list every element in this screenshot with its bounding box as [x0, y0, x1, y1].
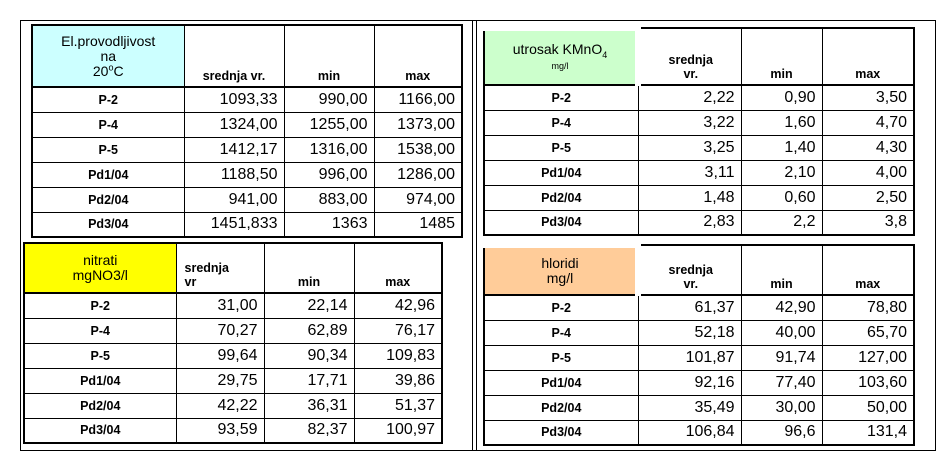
max-value: 2,50	[822, 185, 914, 210]
table-row	[484, 295, 914, 320]
max-value: 1373,00	[374, 112, 462, 137]
table-row	[24, 293, 442, 318]
row-label: Pd3/04	[80, 423, 121, 438]
row-label: Pd2/04	[484, 395, 638, 420]
avg-value: 1093,33	[184, 87, 284, 112]
row-label: P-5	[484, 345, 638, 370]
min-value: 77,40	[741, 370, 822, 395]
frame-right-line	[935, 20, 936, 451]
max-value: 42,96	[354, 293, 442, 318]
table-row	[24, 368, 442, 393]
kmno4-header-avg: srednja vr.	[638, 28, 741, 85]
nitrate-header-max: max	[354, 243, 442, 293]
table-row	[484, 420, 914, 445]
max-value: 4,70	[822, 110, 914, 135]
max-value: 1485	[374, 212, 462, 237]
avg-value: 92,16	[638, 370, 741, 395]
max-value: 109,83	[354, 343, 442, 368]
avg-value: 35,49	[638, 395, 741, 420]
row-label: P-4	[484, 110, 638, 135]
min-value: 90,34	[264, 343, 354, 368]
frame-top-line	[20, 20, 936, 21]
conductivity-title-line3: 20$^o$C	[92, 61, 124, 79]
min-value: 82,37	[264, 418, 354, 443]
table-row	[24, 318, 442, 343]
conductivity-header-max: max	[374, 25, 462, 87]
min-value: 22,14	[264, 293, 354, 318]
table-row	[484, 110, 914, 135]
avg-value: 2,22	[638, 85, 741, 110]
min-value: 36,31	[264, 393, 354, 418]
row-label: P-4	[32, 112, 184, 137]
chloride-title-line1: hloridi	[541, 255, 579, 271]
avg-value: 106,84	[638, 420, 741, 445]
max-value: 1538,00	[374, 137, 462, 162]
conductivity-title-cell	[32, 25, 184, 87]
kmno4-header-min: min	[741, 28, 822, 85]
min-value: 1,40	[741, 135, 822, 160]
row-label: Pd2/04	[24, 393, 176, 418]
min-value: 2,2	[741, 210, 822, 235]
avg-value: 93,59	[176, 418, 264, 443]
avg-value: 3,22	[638, 110, 741, 135]
row-label: P-2	[32, 87, 184, 112]
min-value: 17,71	[264, 368, 354, 393]
row-label: Pd3/04	[88, 217, 129, 232]
frame-left-line	[20, 20, 21, 451]
min-value: 2,10	[741, 160, 822, 185]
chloride-header-max: max	[822, 245, 914, 295]
row-label: P-5	[24, 343, 176, 368]
chloride-title-line2: mg/l	[546, 270, 574, 286]
row-label: Pd1/04	[32, 162, 184, 187]
max-value: 3,50	[822, 85, 914, 110]
table-row	[484, 185, 914, 210]
row-label: Pd1/04	[24, 368, 176, 393]
avg-value: 52,18	[638, 320, 741, 345]
max-value: 65,70	[822, 320, 914, 345]
table-row	[484, 345, 914, 370]
avg-value: 1451,833	[184, 212, 284, 237]
row-label: P-2	[484, 85, 638, 110]
max-value: 974,00	[374, 187, 462, 212]
min-value: 0,60	[741, 185, 822, 210]
kmno4-title-cell	[484, 28, 638, 85]
row-label: Pd2/04	[484, 185, 638, 210]
conductivity-table	[31, 24, 463, 238]
table-row	[24, 393, 442, 418]
max-value: 1286,00	[374, 162, 462, 187]
max-value: 1166,00	[374, 87, 462, 112]
table-row	[24, 343, 442, 368]
nitrate-table	[23, 242, 443, 444]
nitrate-header-avg: srednja vr	[176, 243, 264, 293]
row-label: P-2	[484, 295, 638, 320]
conductivity-title-line2: na	[100, 47, 117, 64]
table-row	[24, 418, 442, 443]
min-value: 996,00	[284, 162, 374, 187]
kmno4-header-max: max	[822, 28, 914, 85]
table-row	[32, 187, 462, 212]
row-label: Pd3/04	[541, 425, 582, 440]
table-row	[32, 87, 462, 112]
avg-value: 61,37	[638, 295, 741, 320]
max-value: 76,17	[354, 318, 442, 343]
max-value: 51,37	[354, 393, 442, 418]
max-value: 131,4	[822, 420, 914, 445]
frame-center-line-a	[472, 20, 473, 451]
table-row	[484, 85, 914, 110]
row-label: Pd2/04	[32, 187, 184, 212]
max-value: 78,80	[822, 295, 914, 320]
row-label: P-4	[24, 318, 176, 343]
table-row	[484, 370, 914, 395]
min-value: 990,00	[284, 87, 374, 112]
frame-center-line-b	[476, 20, 477, 451]
table-row	[484, 160, 914, 185]
min-value: 883,00	[284, 187, 374, 212]
table-row	[32, 137, 462, 162]
table-row	[484, 395, 914, 420]
min-value: 1,60	[741, 110, 822, 135]
avg-value: 1,48	[638, 185, 741, 210]
avg-value: 99,64	[176, 343, 264, 368]
avg-value: 31,00	[176, 293, 264, 318]
conductivity-header-min: min	[284, 25, 374, 87]
avg-value: 1324,00	[184, 112, 284, 137]
chloride-header-min: min	[741, 245, 822, 295]
min-value: 30,00	[741, 395, 822, 420]
max-value: 3,8	[822, 210, 914, 235]
avg-value: 70,27	[176, 318, 264, 343]
max-value: 50,00	[822, 395, 914, 420]
min-value: 40,00	[741, 320, 822, 345]
table-row	[484, 135, 914, 160]
avg-value: 3,11	[638, 160, 741, 185]
nitrate-header-min: min	[264, 243, 354, 293]
table-row	[32, 112, 462, 137]
avg-value: 2,83	[638, 210, 741, 235]
min-value: 0,90	[741, 85, 822, 110]
avg-value: 101,87	[638, 345, 741, 370]
kmno4-table	[483, 25, 915, 236]
conductivity-title-line1: El.provodljivost	[61, 32, 156, 49]
nitrate-title-line2: mgNO3/l	[72, 267, 128, 283]
min-value: 1363	[284, 212, 374, 237]
avg-value: 1188,50	[184, 162, 284, 187]
row-label: P-4	[484, 320, 638, 345]
conductivity-header-avg: srednja vr.	[184, 25, 284, 87]
max-value: 103,60	[822, 370, 914, 395]
table-row	[484, 210, 914, 235]
row-label: Pd1/04	[484, 160, 638, 185]
row-label: P-2	[24, 293, 176, 318]
kmno4-title-unit: mg/l	[551, 60, 569, 71]
min-value: 62,89	[264, 318, 354, 343]
chloride-header-avg: srednja vr.	[638, 245, 741, 295]
min-value: 96,6	[741, 420, 822, 445]
max-value: 4,30	[822, 135, 914, 160]
table-row	[32, 212, 462, 237]
row-label: P-5	[32, 137, 184, 162]
avg-value: 42,22	[176, 393, 264, 418]
chloride-table	[483, 242, 915, 446]
max-value: 100,97	[354, 418, 442, 443]
table-row	[484, 320, 914, 345]
nitrate-title-line1: nitrati	[83, 252, 118, 268]
min-value: 91,74	[741, 345, 822, 370]
row-label: P-5	[484, 135, 638, 160]
nitrate-title-cell	[24, 243, 176, 293]
avg-value: 3,25	[638, 135, 741, 160]
chloride-title-cell	[484, 245, 638, 295]
kmno4-title: utrosak KMnO$_4$	[512, 40, 608, 60]
row-label: Pd3/04	[541, 215, 582, 230]
max-value: 127,00	[822, 345, 914, 370]
min-value: 1255,00	[284, 112, 374, 137]
min-value: 42,90	[741, 295, 822, 320]
min-value: 1316,00	[284, 137, 374, 162]
table-row	[32, 162, 462, 187]
max-value: 39,86	[354, 368, 442, 393]
avg-value: 1412,17	[184, 137, 284, 162]
frame-bottom-line	[20, 450, 936, 451]
max-value: 4,00	[822, 160, 914, 185]
avg-value: 941,00	[184, 187, 284, 212]
row-label: Pd1/04	[484, 370, 638, 395]
avg-value: 29,75	[176, 368, 264, 393]
